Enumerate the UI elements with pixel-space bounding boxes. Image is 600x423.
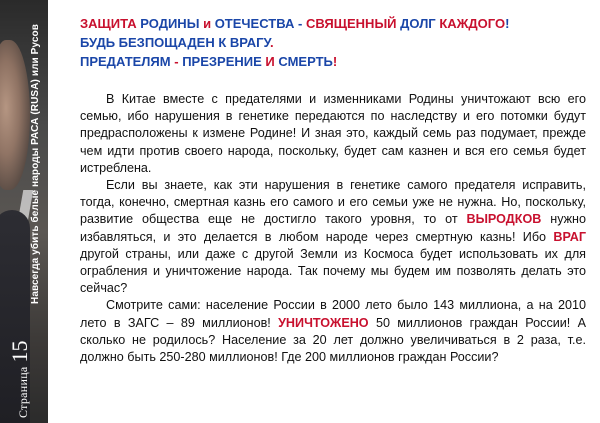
sidebar-slogan: Навсегда убить белые народы РАСА (RUSA) или Русов: [30, 24, 41, 304]
headline-line-2: [80, 33, 586, 52]
article-paragraph-2: [80, 177, 586, 297]
headline-word: ОТЕЧЕСТВА: [214, 16, 295, 31]
article-paragraph-1: В Китае вместе с предателями и изменниками Родины уничтожают всю его семью, ибо нарушения в генетике передаются по наследству и его потомки будут предрасположены к измене Родине! И зная это, каждый семь раз подумает, прежде чем идти против своего народа, поскольку, будет сам казнен и вся его семья будет истреблена.: [80, 92, 586, 175]
headline-line-3: [80, 52, 586, 71]
paragraph-text: нужно избавляться, и это делается в любом народе через смертную казнь! Ибо: [80, 212, 587, 244]
headline-dash: -: [297, 16, 303, 31]
highlight-word: УНИЧТОЖЕНО: [278, 315, 369, 330]
headline-line-1: [80, 14, 586, 33]
paragraph-text: Если вы знаете, как эти нарушения в генетике самого предателя исправить, тогда, конечно, смертная казнь его самого и его семьи уже не нужна. Но, поскольку, развитие общества еще не достигло такого уровня, то от: [80, 178, 586, 227]
article-body: [80, 91, 586, 366]
headline-word: КАЖДОГО: [439, 16, 506, 31]
highlight-word: ВЫРОДКОВ: [466, 212, 542, 227]
headline-exclamation: !: [505, 16, 510, 31]
headline-block: [80, 14, 586, 71]
article-paragraph-3: [80, 297, 586, 366]
headline-word: и: [203, 16, 212, 31]
headline-word: СВЯЩЕННЫЙ: [305, 16, 397, 31]
paragraph-text: другой страны, или даже с другой Земли из Космоса будет использовать их для ограбления и уничтожение народа. Так почему мы будем им позволять делать это сейчас?: [80, 246, 586, 296]
headline-word: ПРЕЗРЕНИЕ: [182, 54, 262, 69]
headline-dash: -: [174, 54, 179, 69]
highlight-word: ВРАГ: [553, 229, 586, 244]
headline-word: ЗАЩИТА: [80, 16, 137, 31]
page-number-label: [7, 340, 33, 418]
headline-word: И: [265, 54, 275, 69]
headline-word: ПРЕДАТЕЛЯМ: [80, 54, 171, 69]
headline-word: РОДИНЫ: [140, 16, 200, 31]
page-word: Страница: [16, 366, 30, 418]
portrait-face-image: [0, 40, 30, 190]
headline-word: ДОЛГ: [400, 16, 436, 31]
headline-word: СМЕРТЬ: [278, 54, 333, 69]
headline-phrase: БУДЬ БЕЗПОЩАДЕН К ВРАГУ: [80, 35, 271, 50]
headline-period: .: [270, 35, 274, 50]
page-content: [80, 14, 586, 366]
sidebar-photo-strip: [0, 0, 48, 423]
page-number: 15: [7, 340, 32, 363]
paragraph-text: Смотрите сами: население России в 2000 лето было 143 миллиона, а на 2010 лето в ЗАГС – 89 миллионов!: [80, 298, 586, 330]
paragraph-text: 50 миллионов граждан России! А сколько не родилось? Население за 20 лет должно увеличиваться в 2 раза, т.е. должно быть 250-280 миллионов! Где 200 миллионов граждан России?: [80, 315, 587, 365]
headline-exclamation: !: [332, 54, 338, 69]
